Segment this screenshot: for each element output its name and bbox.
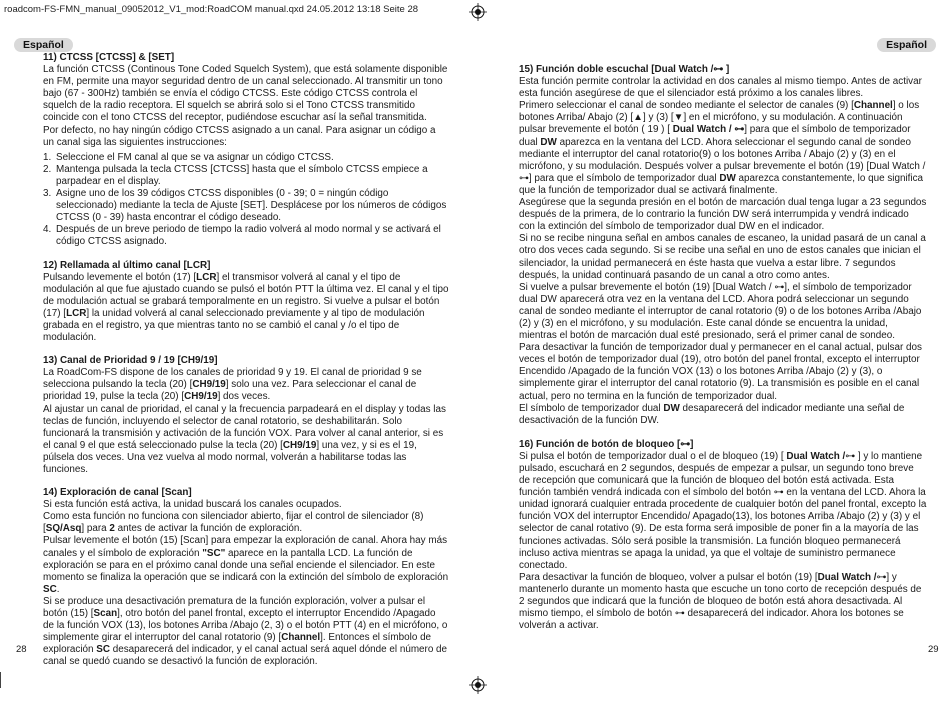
- crop-mark: [0, 672, 1, 688]
- section-title: 16) Función de botón de bloqueo [⊶]: [519, 438, 694, 450]
- instruction-list: [43, 152, 449, 249]
- registration-mark-icon: [469, 676, 487, 694]
- list-item: 1. Seleccione el FM canal al que se va asignar un código CTCSS.: [54, 152, 449, 164]
- paragraph: El símbolo de temporizador dual DW desaparecerá del indicador mediante una señal de desactivación de la función DW.: [519, 402, 905, 426]
- section-title: 11) CTCSS [CTCSS] & [SET]: [43, 52, 175, 63]
- paragraph: Para desactivar la función de bloqueo, volver a pulsar el botón (19) [Dual Watch /⊶] y mantenerlo durante un momento hasta que escuche un tono corto de recepción después de 2 segundos que indicará que la función de bloqueo de botón está ahora desactivada. Al mismo tiempo, el símbolo de botón ⊶ desaparecerá del indicador. Ahora los botones se volverán a activar.: [519, 571, 922, 632]
- section-title: 13) Canal de Prioridad 9 / 19 [CH9/19]: [43, 355, 218, 367]
- left-page-column: [43, 52, 449, 680]
- section-dual-watch: [519, 64, 927, 427]
- section-ctcss: [43, 52, 449, 249]
- right-page-column: [519, 52, 927, 644]
- registration-mark-icon: [469, 3, 487, 21]
- paragraph: Primero seleccionar el canal de sondeo mediante el selector de canales (9) [Channel] o los botones Arriba/ Abajo (2) [▲] y (3) [▼] en el micrófono, y su modulación. A continuación pulsar brevemente el botón ( 19 ) [ Dual Watch / ⊶] para que el símbolo de temporizador dual DW aparezca en la ventana del LCD. Ahora seleccionar el segundo canal de sondeo mediante el interruptor del canal rotatorio(9) o los botones Arriba / Abajo (2) y (3) en el micrófono, y su modulación. Después volver a pulsar brevemente el botón (19) [Dual Watch /⊶] para que el símbolo de temporizador dual DW aparezca constantemente, lo que significa que la función de temporizador dual se activará finalmente.: [519, 100, 926, 196]
- paragraph: Para desactivar la función de temporizador dual y permanecer en el canal actual, pulsar dos veces el botón de temporizador dual (19), otro botón del panel frontal, excepto el interruptor Encendido /Apagado de la función VOX (13) o los botones Arriba /Abajo (2) y (3), o simplemente girar el interruptor del canal rotatorio (9). La transmisión es posible en el canal actual, pero no termina en la función de temporizador dual.: [519, 342, 922, 402]
- file-slug-header: roadcom-FS-FMN_manual_09052012_V1_mod:RoadCOM manual.qxd 24.05.2012 13:18 Seite 28: [4, 4, 419, 15]
- paragraph: Si se produce una desactivación prematura de la función exploración, volver a pulsar el botón (15) [Scan], otro botón del panel frontal, excepto el interruptor Encendido /Apagado de la función VOX (13), los botones Arriba /Abajo (2, 3) o el botón PTT (4) en el micrófono, o simplemente girar el interruptor del canal rotatorio (9) [Channel]. Entonces el símbolo de exploración SC desaparecerá del indicador, y el canal actual será aquel dónde el número de canal se quedó cuando se desactivó la función de exploración.: [43, 595, 448, 668]
- paragraph: Por defecto, no hay ningún código CTCSS asignado a un canal. Para asignar un código a un canal siga las siguientes instrucciones:: [43, 124, 436, 148]
- paragraph: Pulsar levemente el botón (15) [Scan] para empezar la exploración de canal. Ahora hay más canales y el símbolo de exploración "SC" aparece en la pantalla LCD. La función de exploración se para en el próximo canal donde una señal enciende el silenciador. En este momento se finaliza la operación que se indicará con la extinción del símbolo de exploración SC.: [43, 535, 449, 595]
- list-item: 4. Después de un breve periodo de tiempo la radio volverá al modo normal y se activará el código CTCSS asignado.: [54, 224, 449, 248]
- section-title: 15) Función doble escuchal [Dual Watch /⊶ ]: [519, 64, 730, 75]
- paragraph: Como esta función no funciona con silenciador abierto, fijar el control de silenciador (8) [SQ/Asq] para 2 antes de activar la función de exploración.: [43, 511, 424, 535]
- page-number-right: 29: [928, 644, 939, 655]
- list-item: 3. Asigne uno de los 39 códigos CTCSS disponibles (0 - 39; 0 = ningún código seleccionado) mediante la tecla de Ajuste [SET]. Desplácese por los números de códigos CTCSS (0 - 39) hasta encontrar el código deseado.: [54, 188, 449, 224]
- paragraph: Pulsando levemente el botón (17) [LCR] el transmisor volverá al canal y el tipo de modulación al que fue ajustado cuando se pulsó el botón PTT la última vez. El canal y el tipo de modulación actual se grabará temporalmente en un registro. Si vuelve a pulsar el botón (17) [LCR] la unidad volverá al canal seleccionado previamente y al tipo de modulación grabada en el registro, ya que mientras tanto no se cambió el canal y /o el tipo de modulación.: [43, 271, 449, 344]
- paragraph: Si pulsa el botón de temporizador dual o el de bloqueo (19) [ Dual Watch /⊶ ] y lo mantiene pulsado, escuchará en 2 segundos, después de empezar a pulsar, un segundo tono breve de recepción que comunicará que la función de bloqueo del botón está activada. Esta función también vendrá indicada con el símbolo del botón ⊶ en la ventana del LCD. Ahora la unidad ignorará cualquier entrada procedente de cualquier botón del panel frontal, excepto la función VOX del interruptor Encendido/ Apagado(13), los botones Arriba /Abajo (2) y (3) y el selector de canal rotativo (9). De esta forma será imposible de poner fin a la mayoría de las funciones activadas. Sólo será posible la transmisión. La función bloqueo permanecerá incluso activa mientras se apaga la unidad, ya que el voltaje de suministro permanece conectado.: [519, 450, 927, 571]
- section-title: 12) Rellamada al último canal [LCR]: [43, 259, 211, 271]
- section-priority-channel: [43, 355, 449, 476]
- paragraph: Esta función permite controlar la actividad en dos canales al mismo tiempo. Antes de activar esta función asegúrese de que el silenciador está próximo a los canales libres.: [519, 76, 922, 100]
- section-key-lock: [519, 439, 927, 633]
- paragraph: La RoadCom-FS dispone de los canales de prioridad 9 y 19. El canal de prioridad 9 se selecciona pulsando la tecla (20) [CH9/19] solo una vez. Para seleccionar el canal de prioridad 19, pulse la tecla (20) [CH9/19] dos veces.: [43, 367, 422, 403]
- page-number-left: 28: [16, 644, 27, 655]
- section-title: 14) Exploración de canal [Scan]: [43, 487, 192, 499]
- paragraph: Si vuelve a pulsar brevemente el botón (19) [Dual Watch / ⊶], el símbolo de temporizador dual DW aparecerá otra vez en la ventana del LCD. Ahora podrá seleccionar un segundo canal de sondeo mediante el interruptor de canal rotatorio (9) o de los botones Arriba /Abajo (2) y (3) en el micrófono, y su modulación. Este canal dónde se encuentra la unidad, mientras el botón de marcación dual esté presionado, será el primer canal de sondeo.: [519, 281, 922, 342]
- paragraph: Si esta función está activa, la unidad buscará los canales ocupados.: [43, 499, 342, 511]
- section-scan: [43, 487, 449, 668]
- paragraph: Si no se recibe ninguna señal en ambos canales de escaneo, la unidad pasará de un canal a otro dos veces cada segundo. Si se recibe una señal en uno de estos canales que inician el silenciador, la unidad permanecerá en éste hasta que vuelva a estar libre. 7 segundos después, la unidad continuará pasando de un canal a otro como antes.: [519, 233, 926, 281]
- list-item: 2. Mantenga pulsada la tecla CTCSS [CTCSS] hasta que el símbolo CTCSS empiece a parpadear en el display.: [54, 164, 449, 188]
- paragraph: Al ajustar un canal de prioridad, el canal y la frecuencia parpadeará en el display y todas las teclas de función, incluyendo el selector de canal rotatorio, se deshabilitarán. Solo funcionará la transmisión y activación de la función VOX. Para volver al canal anterior, si es el canal 9 el que está seleccionado pulse la tecla (20) [CH9/19] una vez, y si es el 19, púlsela dos veces. Una vez vuelva al modo normal, volverán a habilitarse todas las funciones.: [43, 403, 446, 475]
- language-tab-right: Español: [877, 38, 936, 52]
- paragraph: La función CTCSS (Continous Tone Coded Squelch System), que está solamente disponible en FM, permite una mayor seguridad dentro de un canal seleccionado. Al transmitir un tono bajo (67 - 300Hz) también se envía el código CTCSS. Este código CTCSS controla el squelch de la radio receptora. El squelch se abrirá solo si el Tono CTCSS transmitido coincide con el tono CTCSS del receptor, pudiéndose escuchar así la señal transmitida.: [43, 64, 448, 124]
- language-tab-left: Español: [14, 38, 73, 52]
- paragraph: Asegúrese que la segunda presión en el botón de marcación dual tenga lugar a 23 segundos después de la primera, de lo contrario la función DW será interrumpida y vendrá indicado con la extinción del símbolo de temporizador dual DW en el indicador.: [519, 197, 927, 233]
- section-lcr: [43, 260, 449, 345]
